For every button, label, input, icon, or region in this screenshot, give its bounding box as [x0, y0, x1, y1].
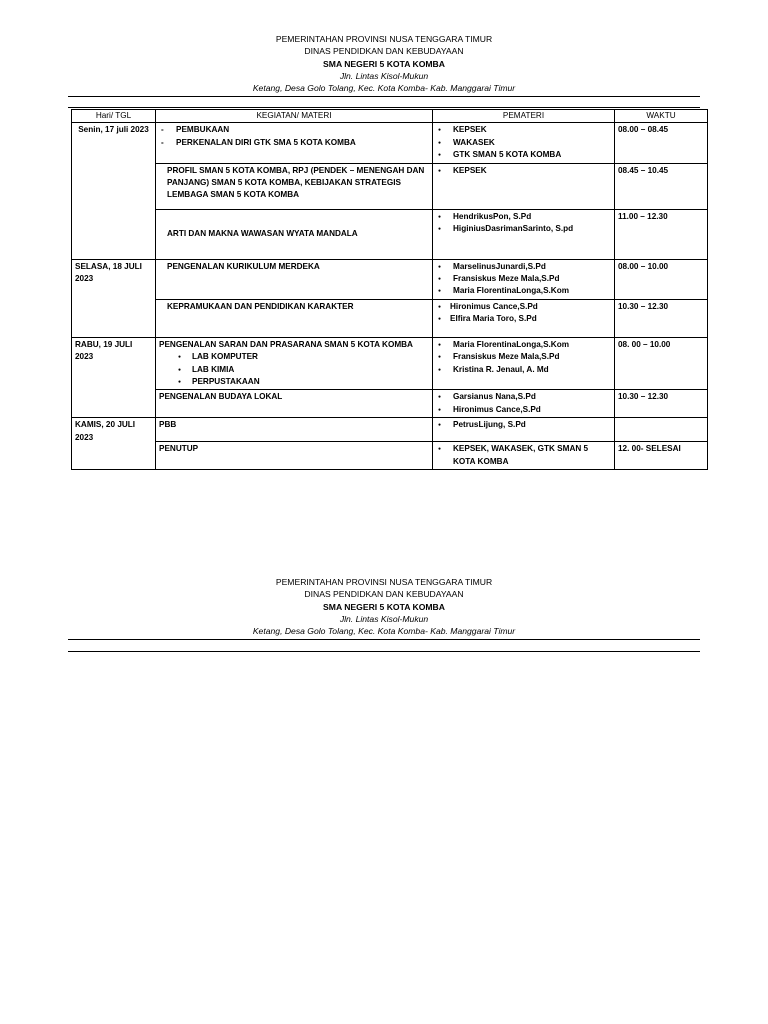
table-row: [72, 442, 708, 470]
time-cell: 08.45 – 10.45: [615, 163, 708, 209]
speaker-item: ● HendrikusPon, S.Pd: [436, 211, 611, 223]
speaker-item: ● HiginiusDasrimanSarinto, S.pd: [436, 223, 611, 235]
time-cell: 08. 00 – 10.00: [615, 337, 708, 390]
speaker-item: ● KEPSEK: [436, 124, 611, 136]
speaker-item: ● KEPSEK: [436, 165, 611, 177]
table-row: [72, 123, 708, 163]
header-divider: [68, 639, 700, 640]
speaker-cell: [433, 299, 615, 337]
speaker-cell: [433, 163, 615, 209]
activity-subitem: ● LAB KOMPUTER: [159, 351, 429, 363]
header-street: Jln. Lintas Kisol-Mukun: [339, 70, 429, 81]
day-label: SELASA, 18 JULI 2023: [75, 261, 142, 284]
activity-cell: PBB: [156, 418, 433, 442]
day-cell-wednesday: [72, 337, 156, 417]
time-cell: 08.00 – 08.45: [615, 123, 708, 163]
column-header-day: Hari/ TGL: [72, 110, 156, 123]
time-cell: 08.00 – 10.00: [615, 259, 708, 299]
activity-text: PENGENALAN KURIKULUM MERDEKA: [167, 261, 320, 271]
activity-cell: [156, 337, 433, 390]
letterhead-bottom: [68, 576, 700, 637]
activity-text: ARTI DAN MAKNA WAWASAN WYATA MANDALA: [167, 228, 358, 238]
day-label: KAMIS, 20 JULI 2023: [75, 420, 136, 442]
speaker-cell: [433, 123, 615, 163]
activity-cell: [156, 299, 433, 337]
speaker-cell: [433, 209, 615, 259]
column-header-activity: KEGIATAN/ MATERI: [156, 110, 433, 123]
column-header-time: WAKTU: [615, 110, 708, 123]
day-label: Senin, 17 juli 2023: [78, 125, 149, 135]
speaker-item: ● Maria FlorentinaLonga,S.Kom: [436, 285, 611, 297]
speaker-cell: [433, 418, 615, 442]
schedule-table: [71, 109, 708, 470]
header-divider: [68, 96, 700, 97]
activity-subitem: ● PERPUSTAKAAN: [159, 376, 429, 388]
day-label: RABU, 19 JULI 2023: [75, 339, 133, 362]
speaker-cell: [433, 259, 615, 299]
speaker-item: ● Hironimus Cance,S.Pd: [436, 301, 611, 313]
activity-cell: PENUTUP: [156, 442, 433, 470]
activity-cell: PENGENALAN BUDAYA LOKAL: [156, 390, 433, 418]
activity-cell: [156, 123, 433, 163]
header-school: SMA NEGERI 5 KOTA KOMBA: [323, 58, 445, 69]
time-cell: 10.30 – 12.30: [615, 299, 708, 337]
speaker-item: ● Fransiskus Meze Mala,S.Pd: [436, 351, 611, 363]
table-row: [72, 390, 708, 418]
header-address: Ketang, Desa Golo Tolang, Kec. Kota Komba- Kab. Manggarai Timur: [252, 83, 516, 94]
speaker-item: ● WAKASEK: [436, 137, 611, 149]
speaker-item: ● MarselinusJunardi,S.Pd: [436, 261, 611, 273]
letterhead-top: [68, 33, 700, 94]
activity-text: KEPRAMUKAAN DAN PENDIDIKAN KARAKTER: [167, 301, 354, 311]
day-cell-tuesday: [72, 259, 156, 337]
activity-cell: [156, 259, 433, 299]
time-cell: 10.30 – 12.30: [615, 390, 708, 418]
table-header-row: [72, 110, 708, 123]
header-agency: DINAS PENDIDKAN DAN KEBUDAYAAN: [304, 589, 464, 600]
activity-item: - PERKENALAN DIRI GTK SMA 5 KOTA KOMBA: [159, 137, 429, 149]
table-row: [72, 418, 708, 442]
header-province: PEMERINTAHAN PROVINSI NUSA TENGGARA TIMUR: [275, 34, 493, 44]
time-cell: 12. 00- SELESAI: [615, 442, 708, 470]
table-row: [72, 337, 708, 390]
speaker-item: ● Maria FlorentinaLonga,S.Kom: [436, 339, 611, 351]
table-row: [72, 209, 708, 259]
speaker-item: ● KEPSEK, WAKASEK, GTK SMAN 5 KOTA KOMBA: [436, 443, 611, 468]
speaker-item: ● Kristina R. Jenaul, A. Md: [436, 364, 611, 376]
activity-item: - PEMBUKAAN: [159, 124, 429, 136]
speaker-cell: [433, 390, 615, 418]
header-divider-lower: [68, 651, 700, 652]
activity-text: PENGENALAN SARAN DAN PRASARANA SMAN 5 KOTA KOMBA: [159, 339, 413, 349]
day-cell-monday: [72, 123, 156, 259]
speaker-item: ● GTK SMAN 5 KOTA KOMBA: [436, 149, 611, 161]
speaker-item: ● PetrusLijung, S.Pd: [436, 419, 611, 431]
time-cell: 11.00 – 12.30: [615, 209, 708, 259]
speaker-item: ● Fransiskus Meze Mala,S.Pd: [436, 273, 611, 285]
activity-cell: [156, 163, 433, 209]
table-row: [72, 299, 708, 337]
speaker-item: ● Elfira Maria Toro, S.Pd: [436, 313, 611, 325]
activity-text: PROFIL SMAN 5 KOTA KOMBA, RPJ (PENDEK – MENENGAH DAN PANJANG) SMAN 5 KOTA KOMBA, KEBIJAKAN STRATEGIS LEMBAGA SMAN 5 KOTA KOMBA: [167, 165, 425, 200]
activity-cell: [156, 209, 433, 259]
header-address: Ketang, Desa Golo Tolang, Kec. Kota Komba- Kab. Manggarai Timur: [252, 626, 516, 637]
table-row: [72, 163, 708, 209]
header-divider-lower: [68, 107, 700, 108]
time-cell: [615, 418, 708, 442]
table-row: [72, 259, 708, 299]
header-street: Jln. Lintas Kisol-Mukun: [339, 613, 429, 624]
speaker-item: ● Garsianus Nana,S.Pd: [436, 391, 611, 403]
header-province: PEMERINTAHAN PROVINSI NUSA TENGGARA TIMUR: [275, 577, 493, 587]
speaker-cell: [433, 442, 615, 470]
day-cell-thursday: [72, 418, 156, 470]
header-school: SMA NEGERI 5 KOTA KOMBA: [323, 601, 445, 612]
speaker-item: ● Hironimus Cance,S.Pd: [436, 404, 611, 416]
activity-subitem: ● LAB KIMIA: [159, 364, 429, 376]
header-agency: DINAS PENDIDKAN DAN KEBUDAYAAN: [304, 46, 464, 57]
column-header-speaker: PEMATERI: [433, 110, 615, 123]
speaker-cell: [433, 337, 615, 390]
